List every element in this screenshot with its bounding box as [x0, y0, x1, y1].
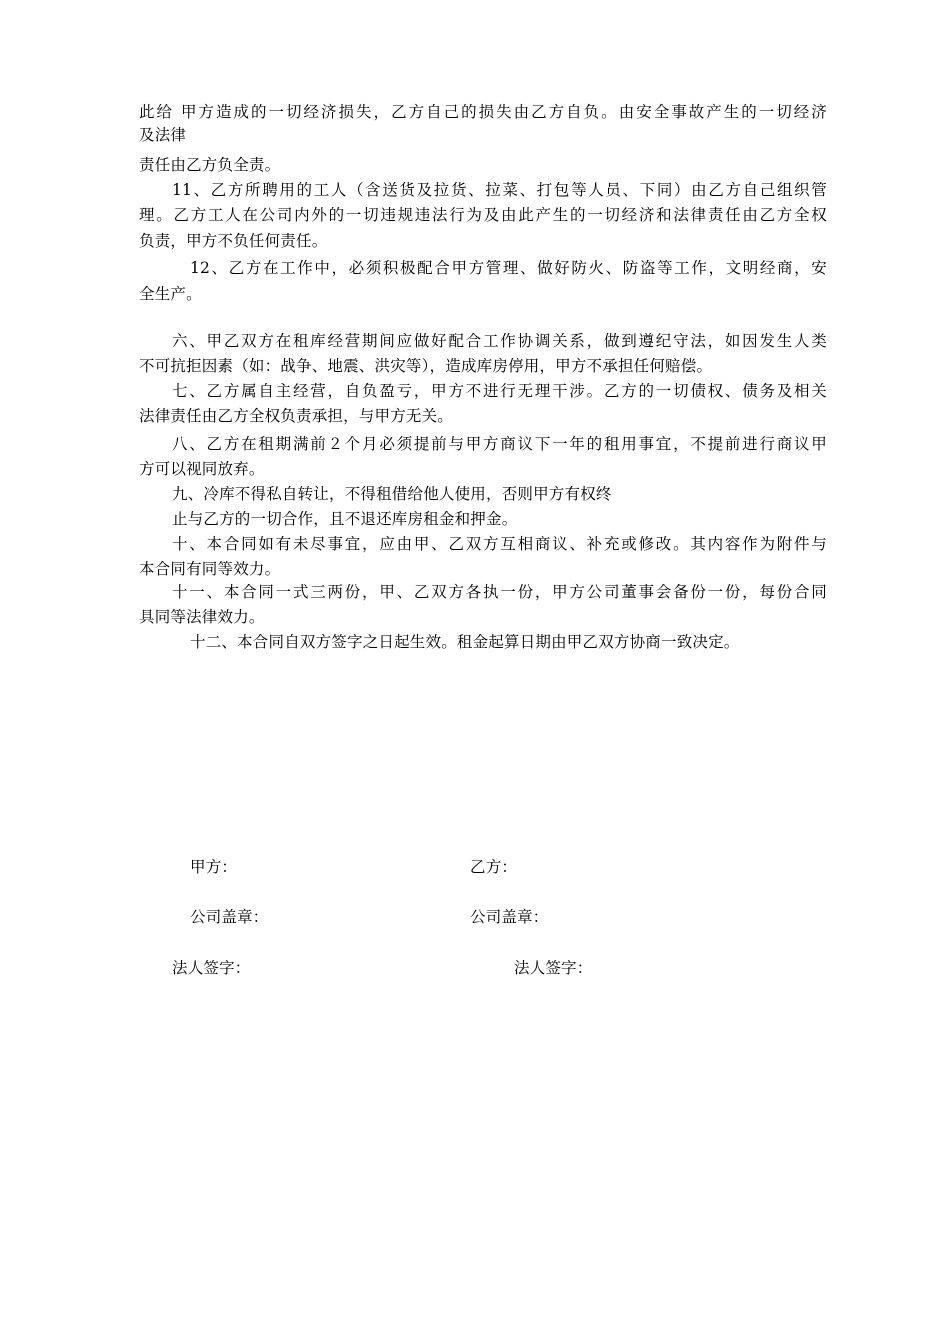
party-b-label: 乙方： — [470, 858, 518, 876]
clause-8-line: 八、乙方在租期满前２个月必须提前与甲方商议下一年的租用事宜，不提前进行商议甲 — [172, 435, 827, 453]
clause-11-line: 理。乙方工人在公司内外的一切违规违法行为及由此产生的一切经济和法律责任由乙方全权 — [139, 206, 827, 224]
clause-7-line: 七、乙方属自主经营，自负盈亏，甲方不进行无理干涉。乙方的一切债权、债务及相关 — [172, 382, 827, 400]
clause-9-line: 止与乙方的一切合作，且不退还库房租金和押金。 — [172, 510, 518, 528]
clause-12-line: 12、乙方在工作中，必须积极配合甲方管理、做好防火、防盗等工作，文明经商，安 — [190, 259, 827, 277]
clause-10-line: 本合同有同等效力。 — [139, 560, 281, 578]
party-b-signature-label: 法人签字： — [514, 959, 593, 977]
clause-11-line: 11、乙方所聘用的工人（含送货及拉货、拉菜、打包等人员、下同）由乙方自己组织管 — [172, 181, 827, 199]
paragraph-line: 责任由乙方负全责。 — [139, 156, 281, 174]
party-a-seal-label: 公司盖章： — [190, 908, 269, 926]
clause-9-line: 九、冷库不得私自转让，不得租借给他人使用，否则甲方有权终 — [172, 485, 612, 503]
clause-6-line: 六、甲乙双方在租库经营期间应做好配合工作协调关系，做到遵纪守法，如因发生人类 — [172, 332, 827, 350]
paragraph-line: 及法律 — [139, 126, 187, 144]
party-b-seal-label: 公司盖章： — [470, 908, 549, 926]
party-a-label: 甲方： — [190, 858, 238, 876]
clause-10-line: 十、本合同如有未尽事宜，应由甲、乙双方互相商议、补充或修改。其内容作为附件与 — [172, 535, 827, 553]
clause-12-cn-line: 十二、本合同自双方签字之日起生效。租金起算日期由甲乙双方协商一致决定。 — [190, 633, 740, 651]
clause-11-line: 负责，甲方不负任何责任。 — [139, 232, 328, 250]
party-a-signature-label: 法人签字： — [172, 959, 251, 977]
clause-11-cn-line: 具同等法律效力。 — [139, 608, 265, 626]
paragraph-line: 此给 甲方造成的一切经济损失，乙方自己的损失由乙方自负。由安全事故产生的一切经济 — [139, 103, 827, 121]
clause-12-line: 全生产。 — [139, 285, 202, 303]
clause-11-cn-line: 十一、本合同一式三两份，甲、乙双方各执一份，甲方公司董事会备份一份，每份合同 — [172, 583, 827, 601]
clause-6-line: 不可抗拒因素（如：战争、地震、洪灾等），造成库房停用，甲方不承担任何赔偿。 — [139, 357, 713, 375]
clause-7-line: 法律责任由乙方全权负责承担，与甲方无关。 — [139, 407, 454, 425]
clause-8-line: 方可以视同放弃。 — [139, 460, 265, 478]
